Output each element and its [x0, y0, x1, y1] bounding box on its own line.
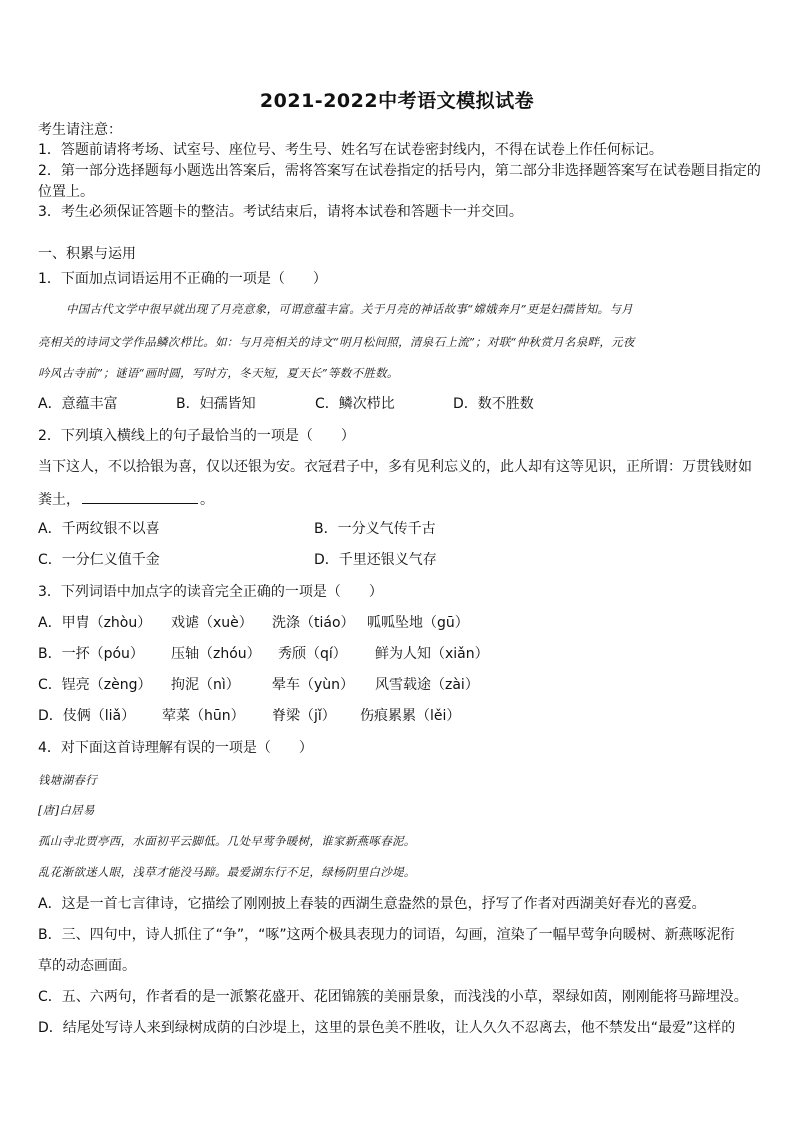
option-c: C．锃亮（zèng）: [38, 677, 152, 693]
option-d[interactable]: D．结尾处写诗人来到绿树成荫的白沙堤上，这里的景色美不胜收，让人久久不忍离去，他不禁发出“最爱”这样的: [38, 1020, 736, 1036]
option-a: A．甲胄（zhòu）: [38, 615, 152, 631]
word: 拘泥（nì）: [171, 677, 240, 693]
section-heading: 一、积累与运用: [38, 246, 136, 262]
question-1-stem: 1．下面加点词语运用不正确的一项是（ ）: [38, 271, 327, 287]
option-d[interactable]: D．数不胜数: [453, 396, 534, 412]
notice-heading: 考生请注意：: [38, 122, 122, 138]
option-d: D．伎俩（liǎ）: [38, 708, 136, 724]
option-b[interactable]: B．一分义气传千古: [314, 521, 436, 537]
word: 晕车（yùn）: [272, 677, 355, 693]
answer-blank[interactable]: [82, 489, 198, 504]
question-2-text: [38, 489, 214, 509]
word: 荤菜（hūn）: [162, 708, 245, 724]
word: 戏谑（xuè）: [171, 615, 253, 631]
word: 秀颀（qí）: [278, 646, 347, 662]
notice-item: 1．答题前请将考场、试室号、座位号、考生号、姓名写在试卷密封线内，不得在试卷上作任何标记。: [38, 142, 663, 158]
question-4-stem: 4．对下面这首诗理解有误的一项是（ ）: [38, 740, 313, 756]
option-a[interactable]: A．意蕴丰富: [38, 396, 118, 412]
question-2-stem: 2．下列填入横线上的句子最恰当的一项是（ ）: [38, 428, 355, 444]
poem-line: 乱花渐欲迷人眼，浅草才能没马蹄。最爱湖东行不足，绿杨阴里白沙堤。: [38, 865, 416, 879]
option-b-continued: 草的动态画面。: [38, 958, 136, 974]
word: 风雪载途（zài）: [375, 677, 479, 693]
question-1-passage: 吟风古寺前”；谜语“画时圆，写时方，冬天短，夏天长”等数不胜数。: [38, 366, 399, 380]
notice-item: 位置上。: [38, 184, 94, 200]
option-b: B．一抔（póu）: [38, 646, 144, 662]
option-d[interactable]: D．千里还银义气存: [314, 552, 437, 568]
word: 压轴（zhóu）: [171, 646, 261, 662]
question-2-text-part: 。: [200, 492, 214, 508]
option-a[interactable]: A．千两纹银不以喜: [38, 521, 160, 537]
notice-item: 3．考生必须保证答题卡的整洁。考试结束后，请将本试卷和答题卡一并交回。: [38, 204, 523, 220]
option-b[interactable]: B．三、四句中，诗人抓住了“争”，“啄”这两个极具表现力的词语，勾画，渲染了一幅早莺争向暖树、新燕啄泥衔: [38, 927, 735, 943]
question-3-stem: 3．下列词语中加点字的读音完全正确的一项是（ ）: [38, 584, 383, 600]
word: 鲜为人知（xiǎn）: [375, 646, 489, 662]
option-c[interactable]: C．一分仁义值千金: [38, 552, 160, 568]
word: 脊梁（jǐ）: [272, 708, 336, 724]
option-c[interactable]: C．五、六两句，作者看的是一派繁花盛开、花团锦簇的美丽景象，而浅浅的小草，翠绿如茵，刚刚能将马蹄埋没。: [38, 989, 748, 1005]
question-2-text-part: 粪土，: [38, 492, 80, 508]
option-b[interactable]: B．妇孺皆知: [176, 396, 256, 412]
word: 伤痕累累（lěi）: [360, 708, 461, 724]
option-a[interactable]: A．这是一首七言律诗，它描绘了刚刚披上春装的西湖生意盎然的景色，抒写了作者对西湖美好春光的喜爱。: [38, 896, 706, 912]
page-title: 2021-2022中考语文模拟试卷: [259, 90, 535, 112]
question-1-passage: 亮相关的诗词文学作品鳞次栉比。如：与月亮相关的诗文“明月松间照，清泉石上流”；对联“仲秋赏月名泉畔，元夜: [38, 335, 635, 349]
poem-line: 孤山寺北贾亭西，水面初平云脚低。几处早莺争暖树，谁家新燕啄春泥。: [38, 834, 416, 848]
question-2-text: 当下这人，不以拾银为喜，仅以还银为安。衣冠君子中，多有见利忘义的，此人却有这等见识，正所谓：万贯钱财如: [38, 459, 752, 475]
word: 洗涤（tiáo）: [272, 615, 355, 631]
notice-item: 2．第一部分选择题每小题选出答案后，需将答案写在试卷指定的括号内，第二部分非选择题答案写在试卷题目指定的: [38, 163, 761, 179]
option-c[interactable]: C．鳞次栉比: [315, 396, 395, 412]
question-1-passage: 中国古代文学中很早就出现了月亮意象，可谓意蕴丰富。关于月亮的神话故事“嫦娥奔月”更是妇孺皆知。与月: [66, 302, 633, 316]
poem-title: 钱塘湖春行: [38, 773, 97, 787]
word: 呱呱坠地（gū）: [367, 615, 469, 631]
poem-author: [唐]白居易: [38, 803, 95, 817]
